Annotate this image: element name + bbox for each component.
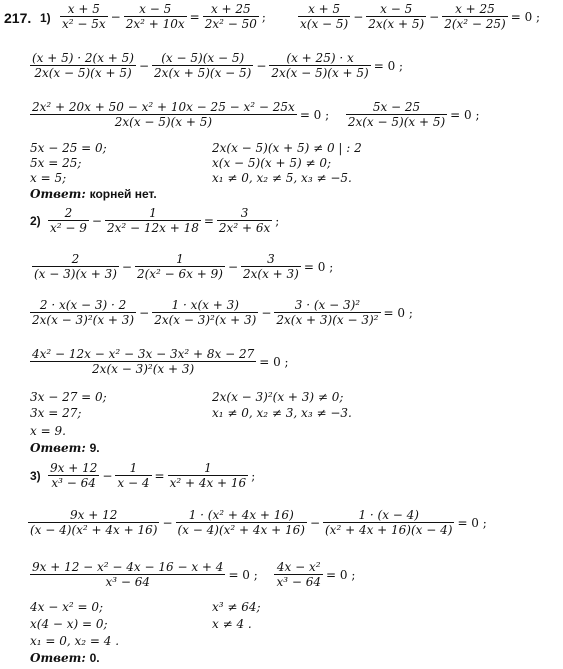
answer-value: 0. xyxy=(89,651,100,665)
p3-step: x₁ = 0, x₂ = 4 . xyxy=(30,634,120,648)
p3-step: 4x − x² = 0; xyxy=(30,600,104,614)
answer-label: Ответ: xyxy=(30,187,86,201)
p3-answer xyxy=(30,651,100,665)
fraction: $\frac{3}{2x(x + 3)}$ xyxy=(243,252,299,281)
answer-value: 9. xyxy=(89,441,100,455)
fraction: $\frac{9x + 12}{\text{x³ − 64}}$ xyxy=(50,461,98,490)
fraction: $\frac{1}{x - 4}$ xyxy=(117,461,150,490)
fraction: $\frac{1}{\text{x² + 4x + 16}}$ xyxy=(169,461,247,490)
fraction: $\frac{\text{2x² + 20x + 50 − x² + 10x − 25 − x² − 25x}}{2x(x - 5)(x + 5)}$ xyxy=(32,100,295,129)
part-3-label: 3) xyxy=(30,469,41,483)
part-2-label: 2) xyxy=(30,214,41,228)
fraction: $\frac{x + 5}{x(x - 5)}$ xyxy=(300,2,349,31)
answer-label: Ответ: xyxy=(30,651,86,665)
p1-equation-1: $\frac{x + 5}{\text{x² − 5x}}$ − $\frac{x - 5}{\text{2x² + 10x}}$ = $\frac{x + 25}{\text{2x² − 50}}$ ; xyxy=(62,2,266,31)
p2-equation-2: $\frac{2}{(x - 3)(x + 3)}$ − $\frac{1}{\text{2(x² − 6x + 9)}}$ − $\frac{3}{2x(x + 3)}$ = 0 ; xyxy=(34,252,334,281)
p1-equation-3: $\frac{(x + 5) \cdot 2(x + 5)}{2x(x - 5)(x + 5)}$ − $\frac{(x - 5)(x - 5)}{2x(x + 5)(x - 5)}$ − $\frac{(x + 25) \cdot x}{2x(x - 5)(x + 5)}$ = 0 ; xyxy=(32,51,404,80)
fraction: $\frac{1 \cdot (x - 4)}{\text{(x² + 4x + 16)(x − 4)}}$ xyxy=(325,508,453,537)
p3-condition: x ≠ 4 . xyxy=(212,617,252,631)
p1-answer xyxy=(30,187,157,201)
fraction: $\frac{1 \cdot x(x + 3)}{\text{2x(x − 3)²(x + 3)}}$ xyxy=(154,298,257,327)
p2-condition: x₁ ≠ 0, x₂ ≠ 3, x₃ ≠ −3. xyxy=(212,406,352,420)
p1-step: 5x − 25 = 0; xyxy=(30,141,107,155)
p2-equation-4: $\frac{\text{4x² − 12x − x² − 3x − 3x² + 8x − 27}}{\text{2x(x − 3)²(x + 3)}}$ = 0 ; xyxy=(32,347,289,376)
problem-number: 217. xyxy=(4,10,32,26)
fraction: $\frac{2}{\text{x² − 9}}$ xyxy=(50,206,87,235)
p1-condition: x₁ ≠ 0, x₂ ≠ 5, x₃ ≠ −5. xyxy=(212,171,352,185)
fraction: $\frac{(x + 5) \cdot 2(x + 5)}{2x(x - 5)(x + 5)}$ xyxy=(32,51,134,80)
fraction: $\frac{x + 25}{\text{2(x² − 25)}}$ xyxy=(444,2,506,31)
part-1-label: 1) xyxy=(40,11,51,25)
p3-equation-1: $\frac{9x + 12}{\text{x³ − 64}}$ − $\frac{1}{x - 4}$ = $\frac{1}{\text{x² + 4x + 16}}$ ; xyxy=(50,461,256,490)
fraction: $\frac{\text{3 · (x − 3)²}}{\text{2x(x + 3)(x − 3)²}}$ xyxy=(276,298,379,327)
p3-condition: x³ ≠ 64; xyxy=(212,600,261,614)
fraction: $\frac{1}{\text{2(x² − 6x + 9)}}$ xyxy=(136,252,223,281)
p2-step: 3x = 27; xyxy=(30,406,82,420)
p3-equation-3: $\frac{\text{9x + 12 − x² − 4x − 16 − x + 4}}{\text{x³ − 64}}$ = 0 ; $\frac{\text{4x − x²}}{\text{x³ − 64}}$ = 0 ; xyxy=(32,560,356,589)
p1-equation-4: $\frac{\text{2x² + 20x + 50 − x² + 10x − 25 − x² − 25x}}{2x(x - 5)(x + 5)}$ = 0 ; $\frac{5x - 25}{2x(x - 5)(x + 5)}$ = 0 ; xyxy=(32,100,480,129)
fraction: $\frac{x + 25}{\text{2x² − 50}}$ xyxy=(204,2,257,31)
p1-condition: x(x − 5)(x + 5) ≠ 0; xyxy=(212,156,332,170)
p1-step: 5x = 25; xyxy=(30,156,82,170)
p2-equation-3: $\frac{2 \cdot x(x - 3) \cdot 2}{\text{2x(x − 3)²(x + 3)}}$ − $\frac{1 \cdot x(x + 3)}{\text{2x(x − 3)²(x + 3)}}$ − $\frac{\text{3 · (x − 3)²}}{\text{2x(x + 3)(x − 3)²}}$ = 0 ; xyxy=(32,298,413,327)
p1-step: x = 5; xyxy=(30,171,67,185)
fraction: $\frac{(x - 5)(x - 5)}{2x(x + 5)(x - 5)}$ xyxy=(154,51,252,80)
fraction: $\frac{2}{(x - 3)(x + 3)}$ xyxy=(34,252,117,281)
p1-equation-2: $\frac{x + 5}{x(x - 5)}$ − $\frac{x - 5}{2x(x + 5)}$ − $\frac{x + 25}{\text{2(x² − 25)}}$ = 0 ; xyxy=(300,2,541,31)
fraction: $\frac{x - 5}{2x(x + 5)}$ xyxy=(368,2,425,31)
p3-step: x(4 − x) = 0; xyxy=(30,617,108,631)
fraction: $\frac{\text{1 · (x² + 4x + 16)}}{\text{(x − 4)(x² + 4x + 16)}}$ xyxy=(177,508,305,537)
fraction: $\frac{\text{4x − x²}}{\text{x³ − 64}}$ xyxy=(276,560,321,589)
answer-label: Ответ: xyxy=(30,441,86,455)
fraction: $\frac{\text{4x² − 12x − x² − 3x − 3x² + 8x − 27}}{\text{2x(x − 3)²(x + 3)}}$ xyxy=(32,347,255,376)
fraction: $\frac{x + 5}{\text{x² − 5x}}$ xyxy=(62,2,106,31)
p2-step: 3x − 27 = 0; xyxy=(30,390,107,404)
p2-equation-1: $\frac{2}{\text{x² − 9}}$ − $\frac{1}{\text{2x² − 12x + 18}}$ = $\frac{3}{\text{2x² + 6x}}$ ; xyxy=(50,206,280,235)
p1-condition: 2x(x − 5)(x + 5) ≠ 0 | : 2 xyxy=(212,141,362,155)
p2-step: x = 9. xyxy=(30,424,66,438)
fraction: $\frac{x - 5}{\text{2x² + 10x}}$ xyxy=(125,2,185,31)
fraction: $\frac{(x + 25) \cdot x}{2x(x - 5)(x + 5)}$ xyxy=(271,51,369,80)
p2-answer xyxy=(30,441,100,455)
p3-equation-2: $\frac{9x + 12}{\text{(x − 4)(x² + 4x + 16)}}$ − $\frac{\text{1 · (x² + 4x + 16)}}{\text{(x − 4)(x² + 4x + 16)}}$ − $\frac{1 \cdot (x - 4)}{\text{(x² + 4x + 16)(x − 4)}}$ = 0 ; xyxy=(30,508,487,537)
p2-condition: 2x(x − 3)²(x + 3) ≠ 0; xyxy=(212,390,344,404)
fraction: $\frac{2 \cdot x(x - 3) \cdot 2}{\text{2x(x − 3)²(x + 3)}}$ xyxy=(32,298,135,327)
fraction: $\frac{1}{\text{2x² − 12x + 18}}$ xyxy=(106,206,199,235)
fraction: $\frac{3}{\text{2x² + 6x}}$ xyxy=(218,206,271,235)
fraction: $\frac{5x - 25}{2x(x - 5)(x + 5)}$ xyxy=(347,100,446,129)
answer-value: корней нет. xyxy=(89,187,157,201)
fraction: $\frac{9x + 12}{\text{(x − 4)(x² + 4x + 16)}}$ xyxy=(30,508,158,537)
fraction: $\frac{\text{9x + 12 − x² − 4x − 16 − x + 4}}{\text{x³ − 64}}$ xyxy=(32,560,224,589)
